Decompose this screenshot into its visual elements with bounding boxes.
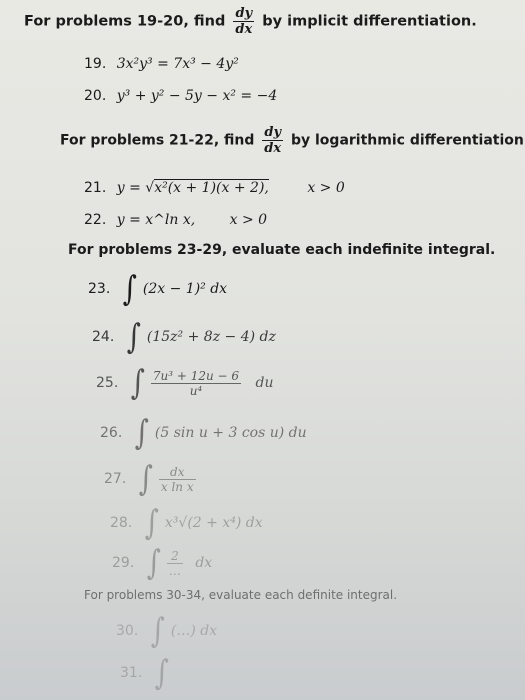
integrand: (2x − 1)² dx bbox=[142, 281, 228, 297]
problem-28 bbox=[110, 503, 263, 543]
problem-number: 22. bbox=[84, 212, 107, 228]
integrand: (5 sin u + 3 cos u) du bbox=[154, 425, 307, 441]
fraction-denominator: x ln x bbox=[160, 479, 194, 494]
problem-number: 25. bbox=[96, 375, 119, 391]
integrand-fraction bbox=[151, 369, 241, 398]
integral-sign: ∫ bbox=[138, 459, 153, 499]
differential: dx bbox=[195, 555, 213, 571]
problem-number: 28. bbox=[110, 515, 133, 531]
problem-number: 31. bbox=[120, 665, 143, 681]
heading-text-pre: For problems 19-20, find bbox=[24, 13, 226, 30]
problem-equation: 3x²y³ = 7x³ − 4y² bbox=[116, 56, 239, 72]
problem-number: 23. bbox=[88, 281, 111, 297]
problem-number: 19. bbox=[84, 56, 107, 72]
problem-31 bbox=[120, 653, 170, 693]
problem-number: 29. bbox=[112, 555, 135, 571]
integral-sign: ∫ bbox=[134, 413, 149, 453]
differential: du bbox=[255, 375, 274, 391]
fraction-numerator: dy bbox=[262, 125, 283, 141]
heading-text-pre: For problems 21-22, find bbox=[60, 132, 255, 149]
heading-text-post: by implicit differentiation. bbox=[262, 13, 477, 30]
section-heading-21-22 bbox=[60, 125, 524, 156]
problem-lhs: y = bbox=[116, 180, 146, 196]
problem-30 bbox=[116, 611, 218, 651]
problem-24 bbox=[92, 317, 276, 357]
problem-equation: y = x^ln x, bbox=[116, 212, 196, 228]
integrand-fraction bbox=[159, 465, 196, 494]
integral-sign: ∫ bbox=[146, 543, 161, 583]
fraction-numerator: dy bbox=[233, 6, 254, 22]
dy-dx-fraction bbox=[233, 6, 254, 37]
fraction-numerator: dx bbox=[159, 465, 196, 480]
problem-number: 21. bbox=[84, 180, 107, 196]
problem-29 bbox=[112, 543, 213, 583]
problem-equation: y³ + y² − 5y − x² = −4 bbox=[116, 88, 278, 104]
fraction-denominator: dx bbox=[264, 141, 282, 156]
integrand: x³√(2 + x⁴) dx bbox=[164, 515, 263, 531]
problem-number: 24. bbox=[92, 329, 115, 345]
sqrt-symbol: √ bbox=[145, 180, 155, 196]
problem-27 bbox=[104, 459, 196, 499]
section-heading-19-20 bbox=[24, 6, 477, 37]
problem-number: 30. bbox=[116, 623, 139, 639]
problem-23 bbox=[88, 269, 228, 309]
fraction-denominator: dx bbox=[235, 22, 253, 37]
problem-25 bbox=[96, 363, 274, 403]
fraction-denominator: u⁴ bbox=[189, 383, 203, 398]
problem-26 bbox=[100, 413, 307, 453]
problem-22 bbox=[84, 212, 267, 228]
integrand-fraction bbox=[167, 549, 183, 578]
integrand: (…) dx bbox=[170, 623, 218, 639]
problem-condition: x > 0 bbox=[307, 180, 345, 196]
integral-sign: ∫ bbox=[154, 653, 169, 693]
integrand: (15z² + 8z − 4) dz bbox=[146, 329, 276, 345]
integral-sign: ∫ bbox=[150, 611, 165, 651]
problem-21 bbox=[84, 180, 345, 196]
problem-condition: x > 0 bbox=[229, 212, 268, 228]
section-heading-23-29: For problems 23-29, evaluate each indefinite integral. bbox=[68, 242, 496, 258]
integral-sign: ∫ bbox=[144, 503, 159, 543]
integral-sign: ∫ bbox=[122, 269, 137, 309]
integral-sign: ∫ bbox=[126, 317, 141, 357]
problem-number: 26. bbox=[100, 425, 123, 441]
problem-20 bbox=[84, 88, 277, 104]
integral-sign: ∫ bbox=[130, 363, 145, 403]
dy-dx-fraction bbox=[262, 125, 283, 156]
problem-number: 20. bbox=[84, 88, 107, 104]
fraction-numerator: 7u³ + 12u − 6 bbox=[152, 368, 240, 383]
problem-19 bbox=[84, 56, 239, 72]
radicand: x²(x + 1)(x + 2), bbox=[154, 180, 269, 196]
problem-number: 27. bbox=[104, 471, 127, 487]
fraction-denominator: … bbox=[168, 563, 181, 578]
fraction-numerator: 2 bbox=[167, 549, 183, 564]
heading-text-post: by logarithmic differentiation bbox=[290, 132, 524, 149]
section-heading-30-34: For problems 30-34, evaluate each definite integral. bbox=[84, 588, 398, 602]
